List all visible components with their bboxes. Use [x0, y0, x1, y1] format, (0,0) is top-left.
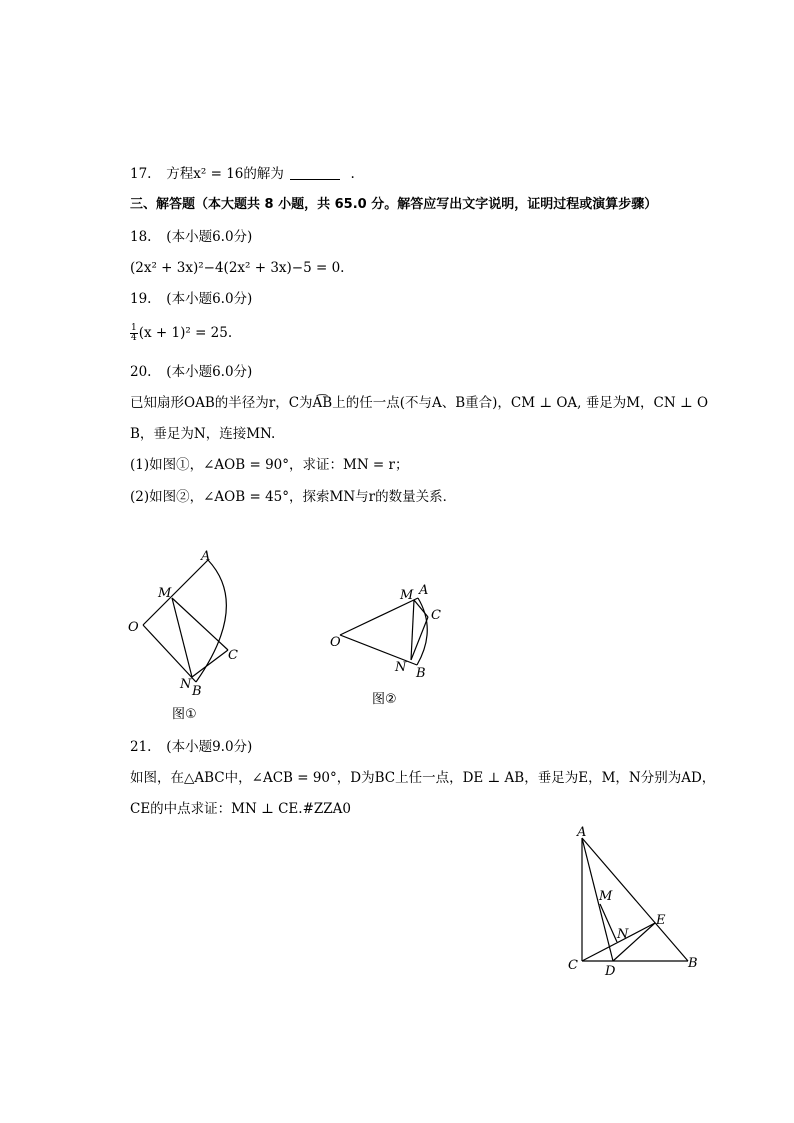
question-20-part-2: (2)如图②，∠AOB = 45°，探索MN与r的数量关系．: [130, 489, 457, 505]
figure-2-caption: 图②: [372, 692, 397, 707]
arc-AB: [196, 560, 226, 682]
equation-text: (x + 1)² = 25.: [138, 325, 233, 341]
label-N: N: [180, 677, 192, 692]
label-B: B: [688, 956, 698, 971]
figure-1-diagram: [120, 545, 260, 705]
question-17: [130, 164, 355, 184]
question-21-line-2: CE的中点求证：MN ⊥ CE.#ZZA0: [130, 801, 351, 817]
figure-1-caption: 图①: [172, 707, 197, 722]
label-M: M: [400, 588, 414, 603]
label-C: C: [431, 608, 441, 623]
question-21-line-1: 如图，在△ABC中，∠ACB = 90°，D为BC上任一点，DE ⊥ AB，垂足为E，M，N分别为AD，: [130, 770, 716, 786]
segment-MN: [172, 598, 192, 677]
label-M: M: [158, 586, 172, 601]
label-A: A: [577, 825, 587, 840]
label-B: B: [416, 666, 426, 681]
segment-MC: [172, 598, 228, 650]
question-19-equation: [130, 323, 232, 343]
label-O: O: [128, 620, 139, 635]
question-number: 21.: [130, 739, 152, 755]
label-D: D: [605, 964, 616, 979]
figure-3-diagram: [560, 820, 710, 985]
answer-blank[interactable]: [290, 165, 340, 180]
label-C: C: [568, 958, 578, 973]
question-20-line-1: 已知扇形OAB的半径为r，C为A͡B上的任一点(不与A、B重合)，CM ⊥ OA, 垂足为M，CN ⊥ O: [130, 395, 709, 411]
label-N: N: [617, 927, 629, 942]
question-20-header: [130, 362, 252, 382]
question-21-header: [130, 737, 252, 757]
fraction-numerator: 1: [131, 323, 137, 333]
segment-MN: [411, 600, 414, 660]
segment-MN: [600, 904, 617, 942]
figure-2-diagram: [325, 580, 455, 685]
question-score: (本小题6.0分): [166, 291, 253, 307]
fraction-denominator: 4: [131, 333, 137, 343]
question-number: 19.: [130, 291, 152, 307]
question-number: 20.: [130, 364, 152, 380]
question-end: .: [350, 166, 355, 182]
question-18-header: [130, 227, 252, 247]
question-number: 18.: [130, 229, 152, 245]
question-20-line-2: B，垂足为N，连接MN.: [130, 426, 276, 442]
question-number: 17.: [130, 166, 152, 182]
question-score: (本小题9.0分): [166, 739, 253, 755]
question-20-part-1: (1)如图①，∠AOB = 90°，求证：MN = r；: [130, 457, 409, 473]
label-O: O: [330, 635, 341, 650]
question-18-equation: (2x² + 3x)²−4(2x² + 3x)−5 = 0.: [130, 260, 345, 276]
segment-OA: [340, 598, 418, 635]
question-19-header: [130, 289, 252, 309]
segment-OA: [143, 560, 208, 625]
label-M: M: [599, 889, 613, 904]
question-score: (本小题6.0分): [166, 229, 253, 245]
label-N: N: [395, 660, 407, 675]
section-heading: 三、解答题（本大题共 8 小题，共 65.0 分。解答应写出文字说明，证明过程或演算步骤）: [130, 197, 658, 212]
segment-CN: [192, 650, 228, 677]
question-text: 方程x² = 16的解为: [166, 166, 284, 182]
label-E: E: [656, 913, 666, 928]
label-A: A: [201, 549, 211, 564]
segment-CN: [411, 617, 428, 660]
label-C: C: [228, 648, 238, 663]
label-A: A: [419, 583, 429, 598]
question-score: (本小题6.0分): [166, 364, 253, 380]
fraction: [130, 324, 138, 343]
label-B: B: [192, 684, 202, 699]
segment-OB: [143, 625, 196, 682]
